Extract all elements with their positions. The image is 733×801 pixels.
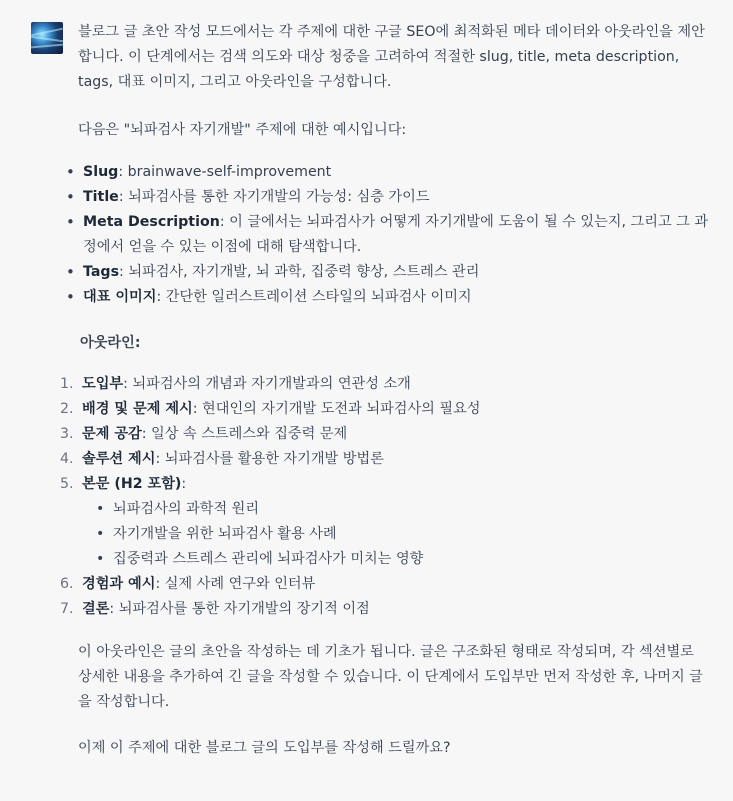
item-number: 2.	[60, 401, 74, 417]
outline-heading: 아웃라인:	[80, 335, 141, 351]
meta-label-description: Meta Description	[83, 214, 220, 230]
meta-value-slug: : brainwave-self-improvement	[118, 164, 332, 180]
follow-up-question: 이제 이 주제에 대한 블로그 글의 도입부를 작성해 드릴까요?	[78, 740, 451, 756]
ai-assistant-avatar-icon	[31, 22, 63, 54]
outline-value: : 뇌파검사를 활용한 자기개발 방법론	[155, 451, 384, 467]
meta-label-slug: Slug	[83, 164, 119, 180]
list-item	[64, 285, 710, 310]
outline-list	[60, 372, 700, 622]
list-item	[64, 210, 710, 260]
list-item: • 자기개발을 위한 뇌파검사 활용 사례	[82, 522, 700, 547]
list-item	[60, 597, 700, 622]
list-item	[60, 572, 700, 597]
list-item	[64, 260, 710, 285]
list-item	[60, 447, 700, 472]
outline-label: 결론	[82, 601, 110, 617]
list-item	[60, 422, 700, 447]
outline-value: : 뇌파검사의 개념과 자기개발과의 연관성 소개	[123, 376, 411, 392]
list-item	[64, 160, 710, 185]
body-sublist	[82, 497, 700, 572]
outline-label: 문제 공감	[82, 426, 142, 442]
meta-label-tags: Tags	[83, 264, 120, 280]
outline-label: 배경 및 문제 제시	[82, 401, 193, 417]
meta-value-tags: : 뇌파검사, 자기개발, 뇌 과학, 집중력 향상, 스트레스 관리	[119, 264, 480, 280]
list-item	[60, 372, 700, 397]
example-intro: 다음은 "뇌파검사 자기개발" 주제에 대한 예시입니다:	[78, 122, 407, 138]
list-item: • 집중력과 스트레스 관리에 뇌파검사가 미치는 영향	[82, 547, 700, 572]
item-number: 4.	[60, 451, 74, 467]
meta-label-title: Title	[83, 189, 119, 205]
meta-list	[64, 160, 710, 310]
summary-paragraph: 이 아웃라인은 글의 초안을 작성하는 데 기초가 됩니다. 글은 구조화된 형태로 작성되며, 각 섹션별로 상세한 내용을 추가하여 긴 글을 작성할 수 있습니다. 이 단계에서 도입부만 먼저 작성한 후, 나머지 글을 작성합니다.	[78, 644, 703, 710]
meta-value-image: : 간단한 일러스트레이션 스타일의 뇌파검사 이미지	[156, 289, 472, 305]
list-item	[60, 472, 700, 572]
outline-label: 도입부	[82, 376, 124, 392]
item-number: 5.	[60, 476, 74, 492]
item-number: 7.	[60, 601, 74, 617]
meta-value-title: : 뇌파검사를 통한 자기개발의 가능성: 심층 가이드	[118, 189, 430, 205]
item-number: 1.	[60, 376, 74, 392]
outline-value: : 뇌파검사를 통한 자기개발의 장기적 이점	[109, 601, 370, 617]
meta-label-image: 대표 이미지	[83, 289, 157, 305]
item-number: 6.	[60, 576, 74, 592]
outline-value: :	[181, 476, 187, 492]
outline-value: : 실제 사례 연구와 인터뷰	[155, 576, 316, 592]
outline-value: : 현대인의 자기개발 도전과 뇌파검사의 필요성	[192, 401, 481, 417]
intro-paragraph: 블로그 글 초안 작성 모드에서는 각 주제에 대한 구글 SEO에 최적화된 메타 데이터와 아웃라인을 제안합니다. 이 단계에서는 검색 의도와 대상 청중을 고려하여 적절한 slug, title, meta description, tags, 대표 이미지, 그리고 아웃라인을 구성합니다.	[78, 24, 705, 90]
list-item: • 뇌파검사의 과학적 원리	[82, 497, 700, 522]
outline-value: : 일상 속 스트레스와 집중력 문제	[141, 426, 348, 442]
item-number: 3.	[60, 426, 74, 442]
outline-label: 본문 (H2 포함)	[82, 476, 182, 492]
list-item	[60, 397, 700, 422]
meta-value-description: : 이 글에서는 뇌파검사가 어떻게 자기개발에 도움이 될 수 있는지, 그리고 그 과정에서 얻을 수 있는 이점에 대해 탐색합니다.	[83, 214, 709, 255]
list-item	[64, 185, 710, 210]
outline-label: 경험과 예시	[82, 576, 156, 592]
outline-label: 솔루션 제시	[82, 451, 156, 467]
